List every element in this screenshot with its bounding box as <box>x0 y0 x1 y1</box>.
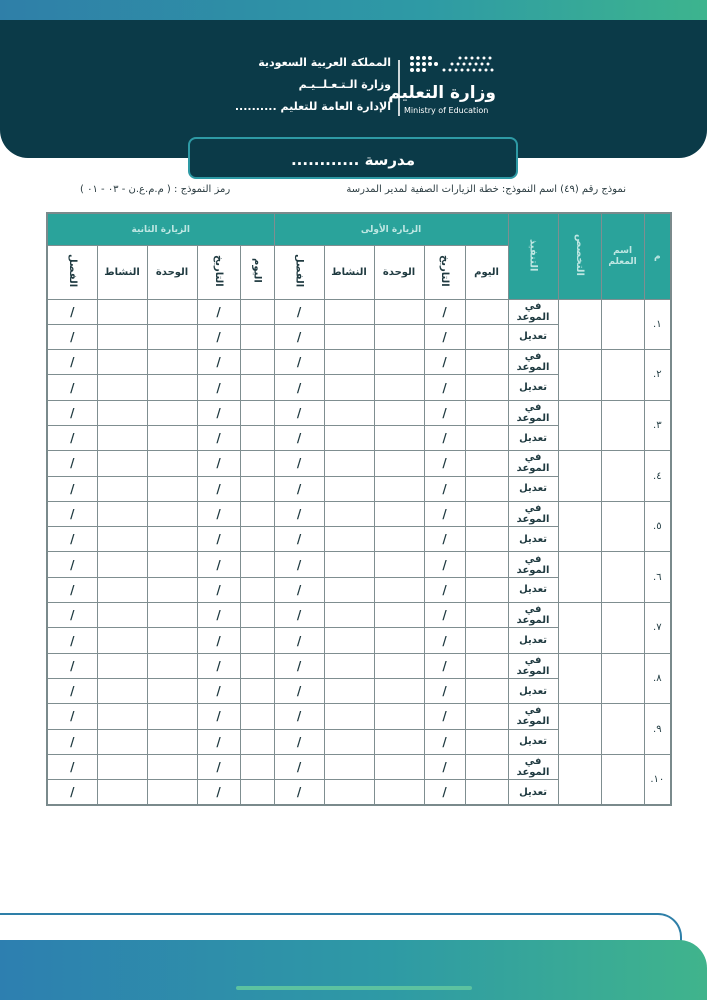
v2-activity-cell[interactable] <box>97 476 147 501</box>
v1-activity-cell[interactable] <box>324 780 374 805</box>
v2-day-cell[interactable] <box>240 501 274 526</box>
row-number: ١. <box>644 299 671 350</box>
v2-date-cell[interactable]: / <box>197 678 240 703</box>
v2-day-cell[interactable] <box>240 628 274 653</box>
exec-cell: تعديل <box>508 527 558 552</box>
col-exec-header: التنفيذ <box>508 213 558 299</box>
v2-day-cell[interactable] <box>240 653 274 678</box>
v2-activity-cell[interactable] <box>97 729 147 754</box>
visit2-header: الزيارة الثانية <box>47 213 274 245</box>
teacher-cell[interactable] <box>601 552 644 603</box>
row-number: ٤. <box>644 451 671 502</box>
exec-cell: تعديل <box>508 324 558 349</box>
v2-date-header: التاريخ <box>197 245 240 299</box>
v2-day-cell[interactable] <box>240 729 274 754</box>
col-teacher-header: اسم المعلم <box>601 213 644 299</box>
v2-date-cell[interactable]: / <box>197 729 240 754</box>
v1-date-cell[interactable]: / <box>424 754 465 779</box>
v2-class-cell[interactable]: / <box>47 476 97 501</box>
table-row <box>47 653 671 678</box>
v1-unit-cell[interactable] <box>374 577 424 602</box>
v2-day-cell[interactable] <box>240 704 274 729</box>
col-num-header: م <box>644 213 671 299</box>
v2-date-cell[interactable]: / <box>197 577 240 602</box>
v2-date-cell[interactable]: / <box>197 350 240 375</box>
v1-day-cell[interactable] <box>465 704 508 729</box>
specialty-cell[interactable] <box>558 754 601 805</box>
v1-class-cell[interactable]: / <box>274 324 324 349</box>
v1-day-cell[interactable] <box>465 375 508 400</box>
v2-class-cell[interactable]: / <box>47 400 97 425</box>
header-text <box>235 52 391 118</box>
form-code: رمز النموذج : ( م.م.ع.ن - ٠٣ - ٠١ ) <box>80 184 231 195</box>
v2-class-cell[interactable]: / <box>47 299 97 324</box>
specialty-cell[interactable] <box>558 501 601 552</box>
v1-day-cell[interactable] <box>465 350 508 375</box>
v2-day-cell[interactable] <box>240 678 274 703</box>
v1-class-cell[interactable]: / <box>274 476 324 501</box>
exec-cell: تعديل <box>508 375 558 400</box>
v2-class-cell[interactable]: / <box>47 628 97 653</box>
v1-date-cell[interactable]: / <box>424 628 465 653</box>
specialty-cell[interactable] <box>558 653 601 704</box>
v1-date-cell[interactable]: / <box>424 729 465 754</box>
v2-class-cell[interactable]: / <box>47 375 97 400</box>
v2-activity-cell[interactable] <box>97 451 147 476</box>
v2-class-cell[interactable]: / <box>47 754 97 779</box>
v1-day-cell[interactable] <box>465 780 508 805</box>
v2-day-cell[interactable] <box>240 375 274 400</box>
v2-day-cell[interactable] <box>240 350 274 375</box>
exec-cell: تعديل <box>508 425 558 450</box>
v1-date-cell[interactable]: / <box>424 552 465 577</box>
v1-date-cell[interactable]: / <box>424 704 465 729</box>
footer-bar <box>236 986 472 990</box>
v1-class-cell[interactable]: / <box>274 678 324 703</box>
v2-unit-cell[interactable] <box>147 425 197 450</box>
v1-class-cell[interactable]: / <box>274 527 324 552</box>
table-row <box>47 299 671 324</box>
v1-day-header: اليوم <box>465 245 508 299</box>
row-number: ٨. <box>644 653 671 704</box>
v2-date-cell[interactable]: / <box>197 375 240 400</box>
v2-date-cell[interactable]: / <box>197 552 240 577</box>
v2-date-cell[interactable]: / <box>197 501 240 526</box>
exec-cell: في الموعد <box>508 501 558 526</box>
specialty-cell[interactable] <box>558 704 601 755</box>
v1-activity-header: النشاط <box>324 245 374 299</box>
v1-activity-cell[interactable] <box>324 501 374 526</box>
v2-unit-cell[interactable] <box>147 501 197 526</box>
v1-class-cell[interactable]: / <box>274 628 324 653</box>
v2-unit-cell[interactable] <box>147 729 197 754</box>
v2-date-cell[interactable]: / <box>197 425 240 450</box>
v1-class-cell[interactable]: / <box>274 425 324 450</box>
v2-activity-cell[interactable] <box>97 501 147 526</box>
v2-day-cell[interactable] <box>240 527 274 552</box>
table-row <box>47 451 671 476</box>
v2-unit-cell[interactable] <box>147 299 197 324</box>
specialty-cell[interactable] <box>558 603 601 654</box>
v2-activity-header: النشاط <box>97 245 147 299</box>
v1-day-cell[interactable] <box>465 299 508 324</box>
v1-day-cell[interactable] <box>465 729 508 754</box>
v1-activity-cell[interactable] <box>324 754 374 779</box>
v2-date-cell[interactable]: / <box>197 704 240 729</box>
v2-date-cell[interactable]: / <box>197 628 240 653</box>
table-row <box>47 603 671 628</box>
v2-activity-cell[interactable] <box>97 527 147 552</box>
v1-day-cell[interactable] <box>465 451 508 476</box>
row-number: ٩. <box>644 704 671 755</box>
v1-unit-cell[interactable] <box>374 400 424 425</box>
form-meta <box>80 184 626 200</box>
v1-day-cell[interactable] <box>465 400 508 425</box>
v2-class-cell[interactable]: / <box>47 451 97 476</box>
v2-unit-cell[interactable] <box>147 451 197 476</box>
col-specialty-header: التخصص <box>558 213 601 299</box>
v2-day-cell[interactable] <box>240 425 274 450</box>
v1-unit-cell[interactable] <box>374 451 424 476</box>
exec-cell: في الموعد <box>508 704 558 729</box>
v2-date-cell[interactable]: / <box>197 754 240 779</box>
v2-class-cell[interactable]: / <box>47 501 97 526</box>
v1-day-cell[interactable] <box>465 527 508 552</box>
ministry-logo <box>388 50 500 120</box>
v1-activity-cell[interactable] <box>324 729 374 754</box>
v1-activity-cell[interactable] <box>324 299 374 324</box>
exec-cell: في الموعد <box>508 552 558 577</box>
v1-activity-cell[interactable] <box>324 603 374 628</box>
teacher-cell[interactable] <box>601 704 644 755</box>
v2-date-cell[interactable]: / <box>197 476 240 501</box>
logo-text-ar: وزارة التعليم <box>388 83 496 103</box>
v2-class-cell[interactable]: / <box>47 350 97 375</box>
v1-unit-cell[interactable] <box>374 653 424 678</box>
v2-unit-cell[interactable] <box>147 350 197 375</box>
v1-date-cell[interactable]: / <box>424 577 465 602</box>
exec-cell: تعديل <box>508 476 558 501</box>
v2-unit-cell[interactable] <box>147 577 197 602</box>
v2-unit-cell[interactable] <box>147 628 197 653</box>
table-row <box>47 754 671 779</box>
specialty-cell[interactable] <box>558 350 601 401</box>
v2-activity-cell[interactable] <box>97 425 147 450</box>
v1-class-cell[interactable]: / <box>274 754 324 779</box>
v2-unit-cell[interactable] <box>147 704 197 729</box>
row-number: ٧. <box>644 603 671 654</box>
v2-unit-cell[interactable] <box>147 754 197 779</box>
v1-unit-cell[interactable] <box>374 678 424 703</box>
exec-cell: تعديل <box>508 678 558 703</box>
v1-activity-cell[interactable] <box>324 653 374 678</box>
v1-activity-cell[interactable] <box>324 425 374 450</box>
v2-unit-cell[interactable] <box>147 476 197 501</box>
v2-unit-cell[interactable] <box>147 552 197 577</box>
v1-date-cell[interactable]: / <box>424 451 465 476</box>
v1-activity-cell[interactable] <box>324 400 374 425</box>
v2-class-cell[interactable]: / <box>47 527 97 552</box>
v2-date-cell[interactable]: / <box>197 603 240 628</box>
v2-day-header: اليوم <box>240 245 274 299</box>
exec-cell: في الموعد <box>508 754 558 779</box>
v1-class-cell[interactable]: / <box>274 350 324 375</box>
row-number: ٢. <box>644 350 671 401</box>
v2-class-cell[interactable]: / <box>47 780 97 805</box>
exec-cell: في الموعد <box>508 400 558 425</box>
v1-unit-cell[interactable] <box>374 527 424 552</box>
v1-unit-header: الوحدة <box>374 245 424 299</box>
teacher-cell[interactable] <box>601 451 644 502</box>
v1-unit-cell[interactable] <box>374 552 424 577</box>
v1-date-cell[interactable]: / <box>424 324 465 349</box>
v1-activity-cell[interactable] <box>324 704 374 729</box>
v1-unit-cell[interactable] <box>374 603 424 628</box>
v2-unit-header: الوحدة <box>147 245 197 299</box>
specialty-cell[interactable] <box>558 400 601 451</box>
teacher-cell[interactable] <box>601 653 644 704</box>
v2-class-cell[interactable]: / <box>47 603 97 628</box>
v2-day-cell[interactable] <box>240 324 274 349</box>
footer-band <box>0 940 707 1000</box>
v2-day-cell[interactable] <box>240 400 274 425</box>
teacher-cell[interactable] <box>601 501 644 552</box>
v1-unit-cell[interactable] <box>374 425 424 450</box>
teacher-cell[interactable] <box>601 350 644 401</box>
v2-activity-cell[interactable] <box>97 603 147 628</box>
v1-unit-cell[interactable] <box>374 476 424 501</box>
v1-activity-cell[interactable] <box>324 324 374 349</box>
v2-day-cell[interactable] <box>240 577 274 602</box>
v1-unit-cell[interactable] <box>374 729 424 754</box>
v1-date-cell[interactable]: / <box>424 678 465 703</box>
v1-date-cell[interactable]: / <box>424 375 465 400</box>
v1-class-cell[interactable]: / <box>274 501 324 526</box>
v2-day-cell[interactable] <box>240 552 274 577</box>
v1-date-header: التاريخ <box>424 245 465 299</box>
v1-class-cell[interactable]: / <box>274 400 324 425</box>
v1-date-cell[interactable]: / <box>424 400 465 425</box>
v1-day-cell[interactable] <box>465 501 508 526</box>
v2-date-cell[interactable]: / <box>197 780 240 805</box>
visits-table <box>46 212 672 806</box>
v2-class-header: الفصل <box>47 245 97 299</box>
v1-unit-cell[interactable] <box>374 299 424 324</box>
v1-date-cell[interactable]: / <box>424 350 465 375</box>
v2-date-cell[interactable]: / <box>197 451 240 476</box>
v2-activity-cell[interactable] <box>97 375 147 400</box>
v2-day-cell[interactable] <box>240 603 274 628</box>
v2-activity-cell[interactable] <box>97 350 147 375</box>
v1-day-cell[interactable] <box>465 425 508 450</box>
v2-unit-cell[interactable] <box>147 678 197 703</box>
v2-activity-cell[interactable] <box>97 628 147 653</box>
v2-class-cell[interactable]: / <box>47 324 97 349</box>
header-ministry: وزارة الـتـعـلــيـم <box>298 78 391 91</box>
table-row <box>47 350 671 375</box>
v1-unit-cell[interactable] <box>374 628 424 653</box>
v2-date-cell[interactable]: / <box>197 299 240 324</box>
row-number: ٥. <box>644 501 671 552</box>
v2-activity-cell[interactable] <box>97 299 147 324</box>
exec-cell: في الموعد <box>508 299 558 324</box>
v2-activity-cell[interactable] <box>97 577 147 602</box>
exec-cell: في الموعد <box>508 451 558 476</box>
v1-unit-cell[interactable] <box>374 501 424 526</box>
v2-day-cell[interactable] <box>240 754 274 779</box>
v1-day-cell[interactable] <box>465 628 508 653</box>
v1-activity-cell[interactable] <box>324 451 374 476</box>
v2-class-cell[interactable]: / <box>47 653 97 678</box>
v2-activity-cell[interactable] <box>97 552 147 577</box>
v2-unit-cell[interactable] <box>147 780 197 805</box>
v1-date-cell[interactable]: / <box>424 299 465 324</box>
v2-activity-cell[interactable] <box>97 400 147 425</box>
table-row <box>47 552 671 577</box>
teacher-cell[interactable] <box>601 754 644 805</box>
v1-date-cell[interactable]: / <box>424 425 465 450</box>
row-number: ١٠. <box>644 754 671 805</box>
v1-activity-cell[interactable] <box>324 375 374 400</box>
v2-day-cell[interactable] <box>240 299 274 324</box>
v1-activity-cell[interactable] <box>324 476 374 501</box>
v1-day-cell[interactable] <box>465 603 508 628</box>
v2-class-cell[interactable]: / <box>47 678 97 703</box>
v2-date-cell[interactable]: / <box>197 400 240 425</box>
v1-date-cell[interactable]: / <box>424 603 465 628</box>
table-row <box>47 501 671 526</box>
v2-class-cell[interactable]: / <box>47 729 97 754</box>
v2-unit-cell[interactable] <box>147 324 197 349</box>
specialty-cell[interactable] <box>558 552 601 603</box>
v1-day-cell[interactable] <box>465 552 508 577</box>
exec-cell: تعديل <box>508 577 558 602</box>
v2-class-cell[interactable]: / <box>47 704 97 729</box>
specialty-cell[interactable] <box>558 451 601 502</box>
v1-day-cell[interactable] <box>465 324 508 349</box>
row-number: ٣. <box>644 400 671 451</box>
v1-class-cell[interactable]: / <box>274 552 324 577</box>
v1-class-header: الفصل <box>274 245 324 299</box>
v1-day-cell[interactable] <box>465 678 508 703</box>
v2-activity-cell[interactable] <box>97 678 147 703</box>
exec-cell: تعديل <box>508 729 558 754</box>
v1-date-cell[interactable]: / <box>424 780 465 805</box>
v1-activity-cell[interactable] <box>324 678 374 703</box>
v2-unit-cell[interactable] <box>147 400 197 425</box>
v1-class-cell[interactable]: / <box>274 780 324 805</box>
v2-class-cell[interactable]: / <box>47 577 97 602</box>
v1-class-cell[interactable]: / <box>274 451 324 476</box>
v1-unit-cell[interactable] <box>374 350 424 375</box>
teacher-cell[interactable] <box>601 603 644 654</box>
v2-unit-cell[interactable] <box>147 653 197 678</box>
v2-unit-cell[interactable] <box>147 527 197 552</box>
v1-date-cell[interactable]: / <box>424 476 465 501</box>
v2-date-cell[interactable]: / <box>197 324 240 349</box>
v1-activity-cell[interactable] <box>324 577 374 602</box>
v1-class-cell[interactable]: / <box>274 603 324 628</box>
v2-activity-cell[interactable] <box>97 324 147 349</box>
school-label: مدرسة ............ <box>290 151 416 169</box>
v1-unit-cell[interactable] <box>374 754 424 779</box>
header-kingdom: المملكة العربية السعودية <box>258 56 391 69</box>
exec-cell: في الموعد <box>508 350 558 375</box>
v1-date-cell[interactable]: / <box>424 653 465 678</box>
v1-unit-cell[interactable] <box>374 375 424 400</box>
v2-class-cell[interactable]: / <box>47 425 97 450</box>
logo-text-en: Ministry of Education <box>404 106 489 115</box>
school-name-box <box>188 137 518 179</box>
v1-class-cell[interactable]: / <box>274 653 324 678</box>
v1-unit-cell[interactable] <box>374 704 424 729</box>
form-info: نموذج رقم (٤٩) اسم النموذج: خطة الزيارات الصفية لمدير المدرسة <box>346 184 626 195</box>
v1-day-cell[interactable] <box>465 476 508 501</box>
v2-unit-cell[interactable] <box>147 603 197 628</box>
v1-class-cell[interactable]: / <box>274 704 324 729</box>
v1-class-cell[interactable]: / <box>274 729 324 754</box>
visit1-header: الزيارة الأولى <box>274 213 508 245</box>
exec-cell: تعديل <box>508 628 558 653</box>
v2-date-cell[interactable]: / <box>197 527 240 552</box>
v1-activity-cell[interactable] <box>324 552 374 577</box>
table-row <box>47 704 671 729</box>
v1-unit-cell[interactable] <box>374 324 424 349</box>
v1-activity-cell[interactable] <box>324 527 374 552</box>
v1-class-cell[interactable]: / <box>274 577 324 602</box>
v1-class-cell[interactable]: / <box>274 299 324 324</box>
v2-unit-cell[interactable] <box>147 375 197 400</box>
exec-cell: في الموعد <box>508 653 558 678</box>
v1-class-cell[interactable]: / <box>274 375 324 400</box>
v1-date-cell[interactable]: / <box>424 527 465 552</box>
exec-cell: في الموعد <box>508 603 558 628</box>
v1-day-cell[interactable] <box>465 577 508 602</box>
teacher-cell[interactable] <box>601 299 644 350</box>
v2-activity-cell[interactable] <box>97 780 147 805</box>
v1-day-cell[interactable] <box>465 754 508 779</box>
v2-day-cell[interactable] <box>240 476 274 501</box>
v1-day-cell[interactable] <box>465 653 508 678</box>
v2-activity-cell[interactable] <box>97 754 147 779</box>
v2-activity-cell[interactable] <box>97 704 147 729</box>
header-directorate: الإدارة العامة للتعليم .......... <box>234 100 391 113</box>
v1-unit-cell[interactable] <box>374 780 424 805</box>
v2-day-cell[interactable] <box>240 780 274 805</box>
teacher-cell[interactable] <box>601 400 644 451</box>
row-number: ٦. <box>644 552 671 603</box>
v1-date-cell[interactable]: / <box>424 501 465 526</box>
v2-activity-cell[interactable] <box>97 653 147 678</box>
v1-activity-cell[interactable] <box>324 350 374 375</box>
v1-activity-cell[interactable] <box>324 628 374 653</box>
v2-day-cell[interactable] <box>240 451 274 476</box>
v2-date-cell[interactable]: / <box>197 653 240 678</box>
table-row <box>47 400 671 425</box>
exec-cell: تعديل <box>508 780 558 805</box>
v2-class-cell[interactable]: / <box>47 552 97 577</box>
specialty-cell[interactable] <box>558 299 601 350</box>
